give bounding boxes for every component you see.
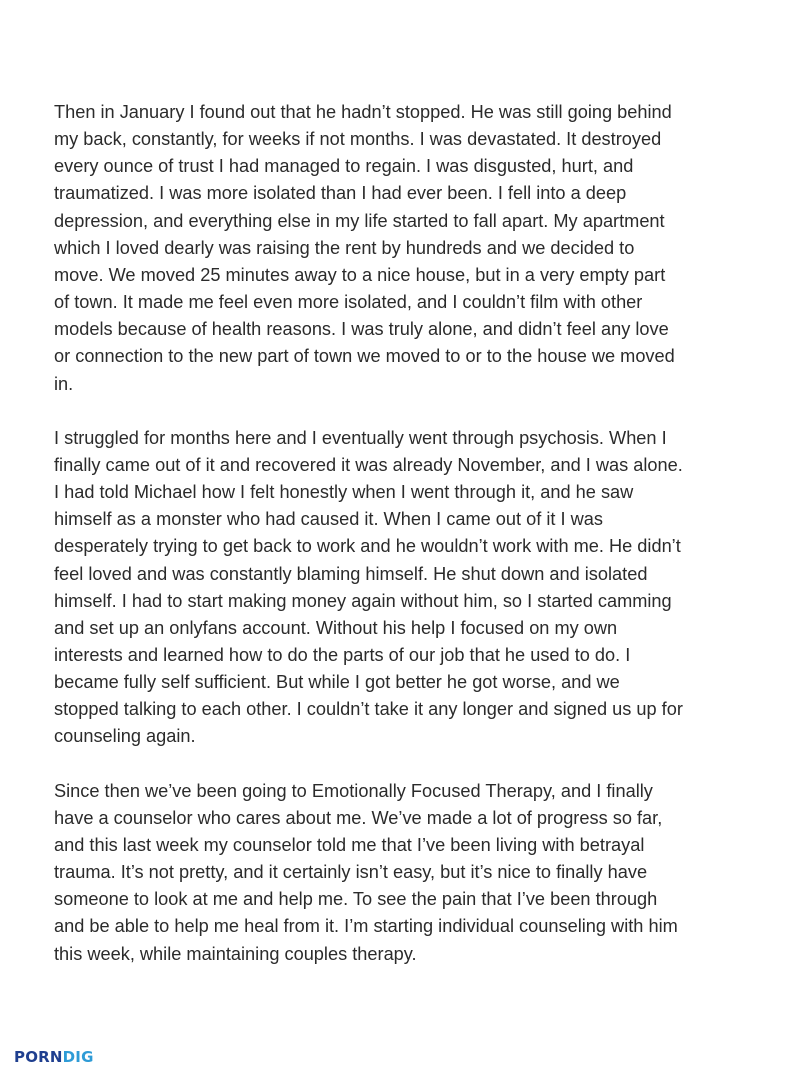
text-line: trauma. It’s not pretty, and it certainly isn’t easy, but it’s nice to finally have bbox=[54, 862, 648, 883]
watermark-logo bbox=[14, 1047, 94, 1067]
document-body bbox=[54, 99, 744, 995]
text-line: have a counselor who cares about me. We’ve made a lot of progress so far, bbox=[54, 807, 663, 828]
text-line: became fully self sufficient. But while I got better he got worse, and we bbox=[54, 672, 620, 693]
text-line: Then in January I found out that he hadn’t stopped. He was still going behind bbox=[54, 102, 672, 122]
text-line: and be able to help me heal from it. I’m starting individual counseling with him bbox=[54, 916, 678, 937]
paragraph-1 bbox=[54, 99, 744, 398]
text-line: someone to look at me and help me. To see the pain that I’ve been through bbox=[54, 889, 658, 910]
text-line: or connection to the new part of town we moved to or to the house we moved bbox=[54, 346, 675, 367]
text-line: of town. It made me feel even more isolated, and I couldn’t film with other bbox=[54, 292, 643, 313]
text-line: which I loved dearly was raising the rent by hundreds and we decided to bbox=[54, 237, 635, 258]
text-line: in. bbox=[54, 373, 74, 394]
text-line: feel loved and was constantly blaming himself. He shut down and isolated bbox=[54, 563, 648, 584]
text-line: traumatized. I was more isolated than I had ever been. I fell into a deep bbox=[54, 183, 627, 204]
text-line: interests and learned how to do the parts of our job that he used to do. I bbox=[54, 644, 631, 665]
text-line: Since then we’ve been going to Emotionally Focused Therapy, and I finally bbox=[54, 780, 653, 801]
text-line: I had told Michael how I felt honestly when I went through it, and he saw bbox=[54, 482, 634, 503]
text-line: finally came out of it and recovered it was already November, and I was alone. bbox=[54, 454, 683, 475]
watermark-part-1: PORN bbox=[14, 1048, 63, 1066]
text-line: stopped talking to each other. I couldn’t take it any longer and signed us up for bbox=[54, 699, 683, 720]
text-line: and this last week my counselor told me that I’ve been living with betrayal bbox=[54, 834, 645, 855]
text-line: himself. I had to start making money again without him, so I started camming bbox=[54, 590, 672, 611]
paragraph-3 bbox=[54, 778, 744, 968]
text-line: I struggled for months here and I eventually went through psychosis. When I bbox=[54, 427, 667, 448]
text-line: this week, while maintaining couples therapy. bbox=[54, 943, 417, 964]
text-line: himself as a monster who had caused it. When I came out of it I was bbox=[54, 509, 603, 530]
text-line: models because of health reasons. I was truly alone, and didn’t feel any love bbox=[54, 319, 669, 340]
text-line: counseling again. bbox=[54, 726, 196, 747]
text-line: desperately trying to get back to work and he wouldn’t work with me. He didn’t bbox=[54, 536, 681, 557]
text-line: my back, constantly, for weeks if not months. I was devastated. It destroyed bbox=[54, 129, 662, 150]
watermark-part-2: DIG bbox=[62, 1048, 94, 1066]
paragraph-2 bbox=[54, 425, 744, 751]
text-line: depression, and everything else in my life started to fall apart. My apartment bbox=[54, 210, 665, 231]
text-line: move. We moved 25 minutes away to a nice house, but in a very empty part bbox=[54, 264, 666, 285]
text-line: and set up an onlyfans account. Without his help I focused on my own bbox=[54, 617, 618, 638]
text-line: every ounce of trust I had managed to regain. I was disgusted, hurt, and bbox=[54, 156, 634, 177]
